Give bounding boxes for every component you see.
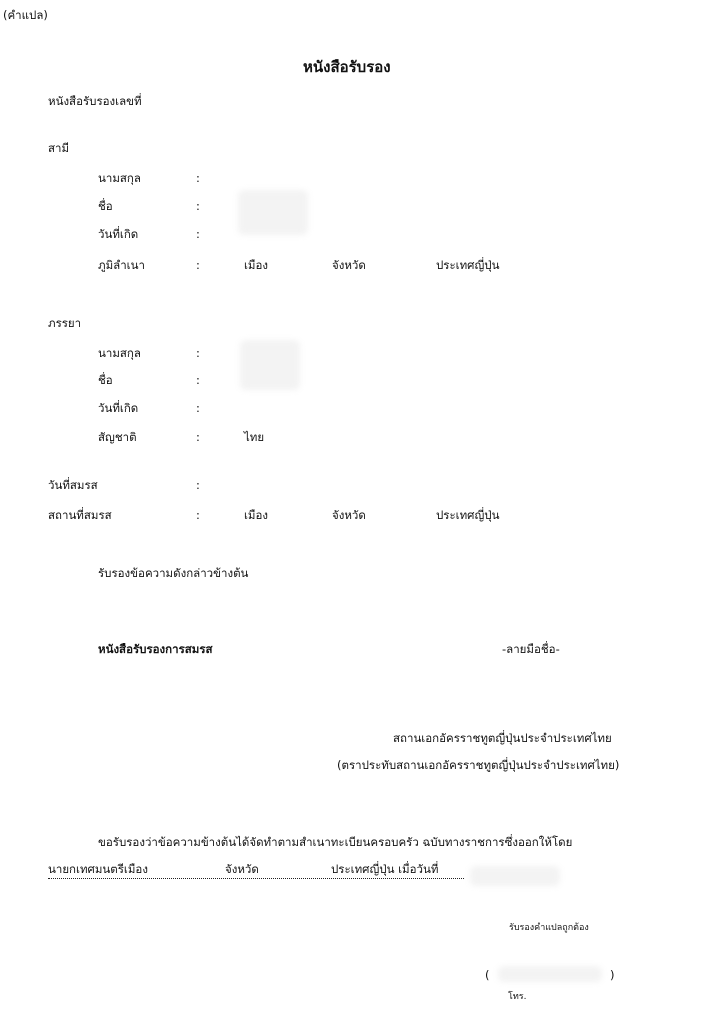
redacted-area <box>240 340 300 390</box>
signature-label: -ลายมือชื่อ- <box>502 642 560 656</box>
wife-nationality-label: สัญชาติ <box>98 430 137 444</box>
page-title: หนังสือรับรอง <box>303 58 391 76</box>
wife-nationality-value: ไทย <box>244 430 265 444</box>
embassy-seal: (ตราประทับสถานเอกอัครราชทูตญี่ปุ่นประจำประเทศไทย) <box>337 758 620 772</box>
fill-in-line <box>48 878 464 879</box>
certificate-title: หนังสือรับรองการสมรส <box>98 642 213 656</box>
colon: : <box>196 373 200 387</box>
husband-domicile-label: ภูมิลำเนา <box>98 258 145 272</box>
tel-label: โทร. <box>508 992 527 1002</box>
husband-heading: สามี <box>48 141 70 155</box>
footer-statement: ขอรับรองว่าข้อความข้างต้นได้จัดทำตามสำเนาทะเบียนครอบครัว ฉบับทางราชการซึ่งออกให้โดย <box>98 835 573 849</box>
husband-city-label: เมือง <box>244 258 269 272</box>
colon: : <box>196 508 200 522</box>
redacted-area <box>470 866 560 886</box>
redacted-area <box>498 966 602 982</box>
husband-country: ประเทศญี่ปุ่น <box>436 258 500 272</box>
husband-prefecture-label: จังหวัด <box>332 258 366 272</box>
marriage-place-label: สถานที่สมรส <box>48 508 112 522</box>
wife-heading: ภรรยา <box>48 316 82 330</box>
wife-birthdate-label: วันที่เกิด <box>98 401 139 415</box>
colon: : <box>196 346 200 360</box>
footer-prefecture-label: จังหวัด <box>225 862 259 876</box>
colon: : <box>196 478 200 492</box>
colon: : <box>196 171 200 185</box>
translation-note: (คำแปล) <box>3 8 48 22</box>
colon: : <box>196 258 200 272</box>
colon: : <box>196 199 200 213</box>
mayor-label: นายกเทศมนตรีเมือง <box>48 862 148 876</box>
paren-open: ( <box>485 968 490 982</box>
husband-surname-label: นามสกุล <box>98 171 141 185</box>
marriage-prefecture-label: จังหวัด <box>332 508 366 522</box>
marriage-city-label: เมือง <box>244 508 269 522</box>
redacted-area <box>238 190 308 235</box>
husband-name-label: ชื่อ <box>98 199 113 213</box>
embassy-name: สถานเอกอัครราชทูตญี่ปุ่นประจำประเทศไทย <box>393 731 612 745</box>
paren-close: ) <box>610 968 615 982</box>
colon: : <box>196 430 200 444</box>
wife-surname-label: นามสกุล <box>98 346 141 360</box>
marriage-date-label: วันที่สมรส <box>48 478 98 492</box>
cert-number-label: หนังสือรับรองเลขที่ <box>48 94 142 108</box>
wife-name-label: ชื่อ <box>98 373 113 387</box>
certified-copy-label: รับรองคำแปลถูกต้อง <box>509 923 589 933</box>
colon: : <box>196 401 200 415</box>
colon: : <box>196 227 200 241</box>
husband-birthdate-label: วันที่เกิด <box>98 227 139 241</box>
certify-text: รับรองข้อความดังกล่าวข้างต้น <box>98 566 249 580</box>
marriage-country: ประเทศญี่ปุ่น <box>436 508 500 522</box>
footer-country-date: ประเทศญี่ปุ่น เมื่อวันที่ <box>331 862 439 876</box>
